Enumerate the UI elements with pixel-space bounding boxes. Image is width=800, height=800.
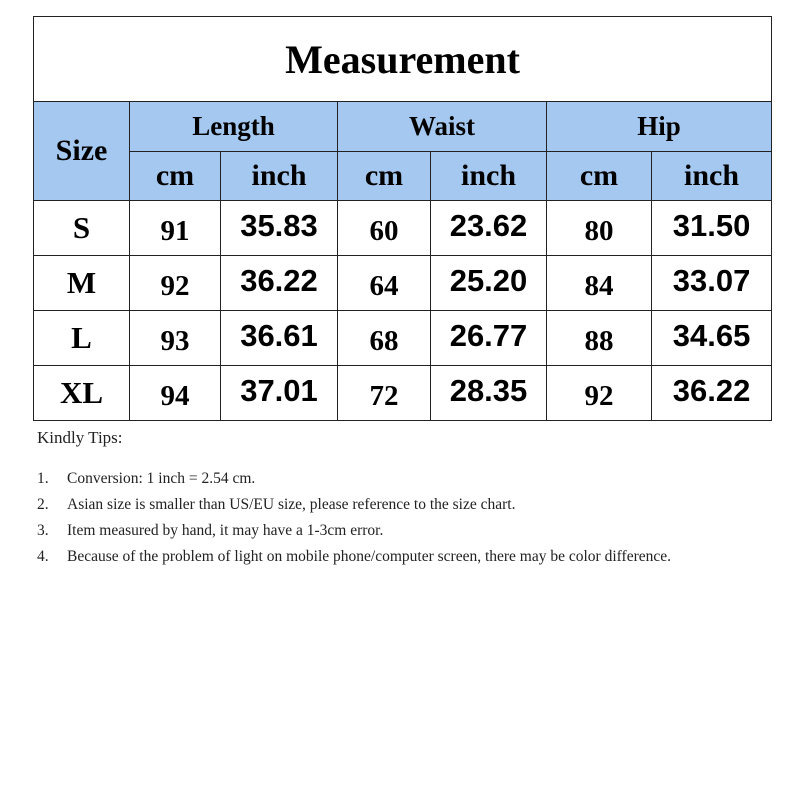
length-inch-value: 36.22 xyxy=(221,256,338,311)
tips-list xyxy=(37,466,757,570)
list-item xyxy=(37,492,757,518)
waist-inch-value: 23.62 xyxy=(431,201,547,256)
size-label: S xyxy=(34,201,130,256)
length-inch-value: 36.61 xyxy=(221,311,338,366)
list-item xyxy=(37,544,757,570)
list-item xyxy=(37,518,757,544)
hip-header: Hip xyxy=(547,102,772,152)
table-row xyxy=(34,366,772,421)
hip-cm-value: 80 xyxy=(547,201,652,256)
table-row xyxy=(34,201,772,256)
tip-text: Because of the problem of light on mobile phone/computer screen, there may be color difference. xyxy=(67,548,671,565)
tip-number: 2. xyxy=(37,496,49,513)
chart-title: Measurement xyxy=(34,17,772,102)
waist-inch-value: 28.35 xyxy=(431,366,547,421)
tip-number: 3. xyxy=(37,522,49,539)
waist-cm-header: cm xyxy=(338,152,431,201)
size-label: XL xyxy=(34,366,130,421)
size-header: Size xyxy=(34,102,130,201)
tip-number: 4. xyxy=(37,548,49,565)
size-label: M xyxy=(34,256,130,311)
hip-cm-value: 92 xyxy=(547,366,652,421)
length-cm-value: 92 xyxy=(130,256,221,311)
length-cm-value: 91 xyxy=(130,201,221,256)
hip-inch-value: 34.65 xyxy=(652,311,772,366)
hip-cm-value: 88 xyxy=(547,311,652,366)
hip-cm-header: cm xyxy=(547,152,652,201)
table-row xyxy=(34,256,772,311)
tips-title: Kindly Tips: xyxy=(37,428,123,447)
waist-inch-value: 25.20 xyxy=(431,256,547,311)
tip-text: Item measured by hand, it may have a 1-3cm error. xyxy=(67,522,384,539)
length-cm-value: 94 xyxy=(130,366,221,421)
waist-inch-value: 26.77 xyxy=(431,311,547,366)
waist-cm-value: 72 xyxy=(338,366,431,421)
hip-inch-value: 36.22 xyxy=(652,366,772,421)
length-header: Length xyxy=(130,102,338,152)
waist-cm-value: 68 xyxy=(338,311,431,366)
size-chart-table xyxy=(33,16,772,421)
length-inch-value: 35.83 xyxy=(221,201,338,256)
length-cm-value: 93 xyxy=(130,311,221,366)
length-cm-header: cm xyxy=(130,152,221,201)
length-inch-header: inch xyxy=(221,152,338,201)
table-row xyxy=(34,311,772,366)
hip-inch-value: 33.07 xyxy=(652,256,772,311)
hip-cm-value: 84 xyxy=(547,256,652,311)
kindly-tips xyxy=(37,428,757,570)
hip-inch-header: inch xyxy=(652,152,772,201)
tip-text: Asian size is smaller than US/EU size, please reference to the size chart. xyxy=(67,496,516,513)
list-item xyxy=(37,466,757,492)
hip-inch-value: 31.50 xyxy=(652,201,772,256)
tip-text: Conversion: 1 inch = 2.54 cm. xyxy=(67,470,256,487)
size-label: L xyxy=(34,311,130,366)
waist-inch-header: inch xyxy=(431,152,547,201)
tip-number: 1. xyxy=(37,470,49,487)
length-inch-value: 37.01 xyxy=(221,366,338,421)
waist-cm-value: 60 xyxy=(338,201,431,256)
waist-cm-value: 64 xyxy=(338,256,431,311)
waist-header: Waist xyxy=(338,102,547,152)
